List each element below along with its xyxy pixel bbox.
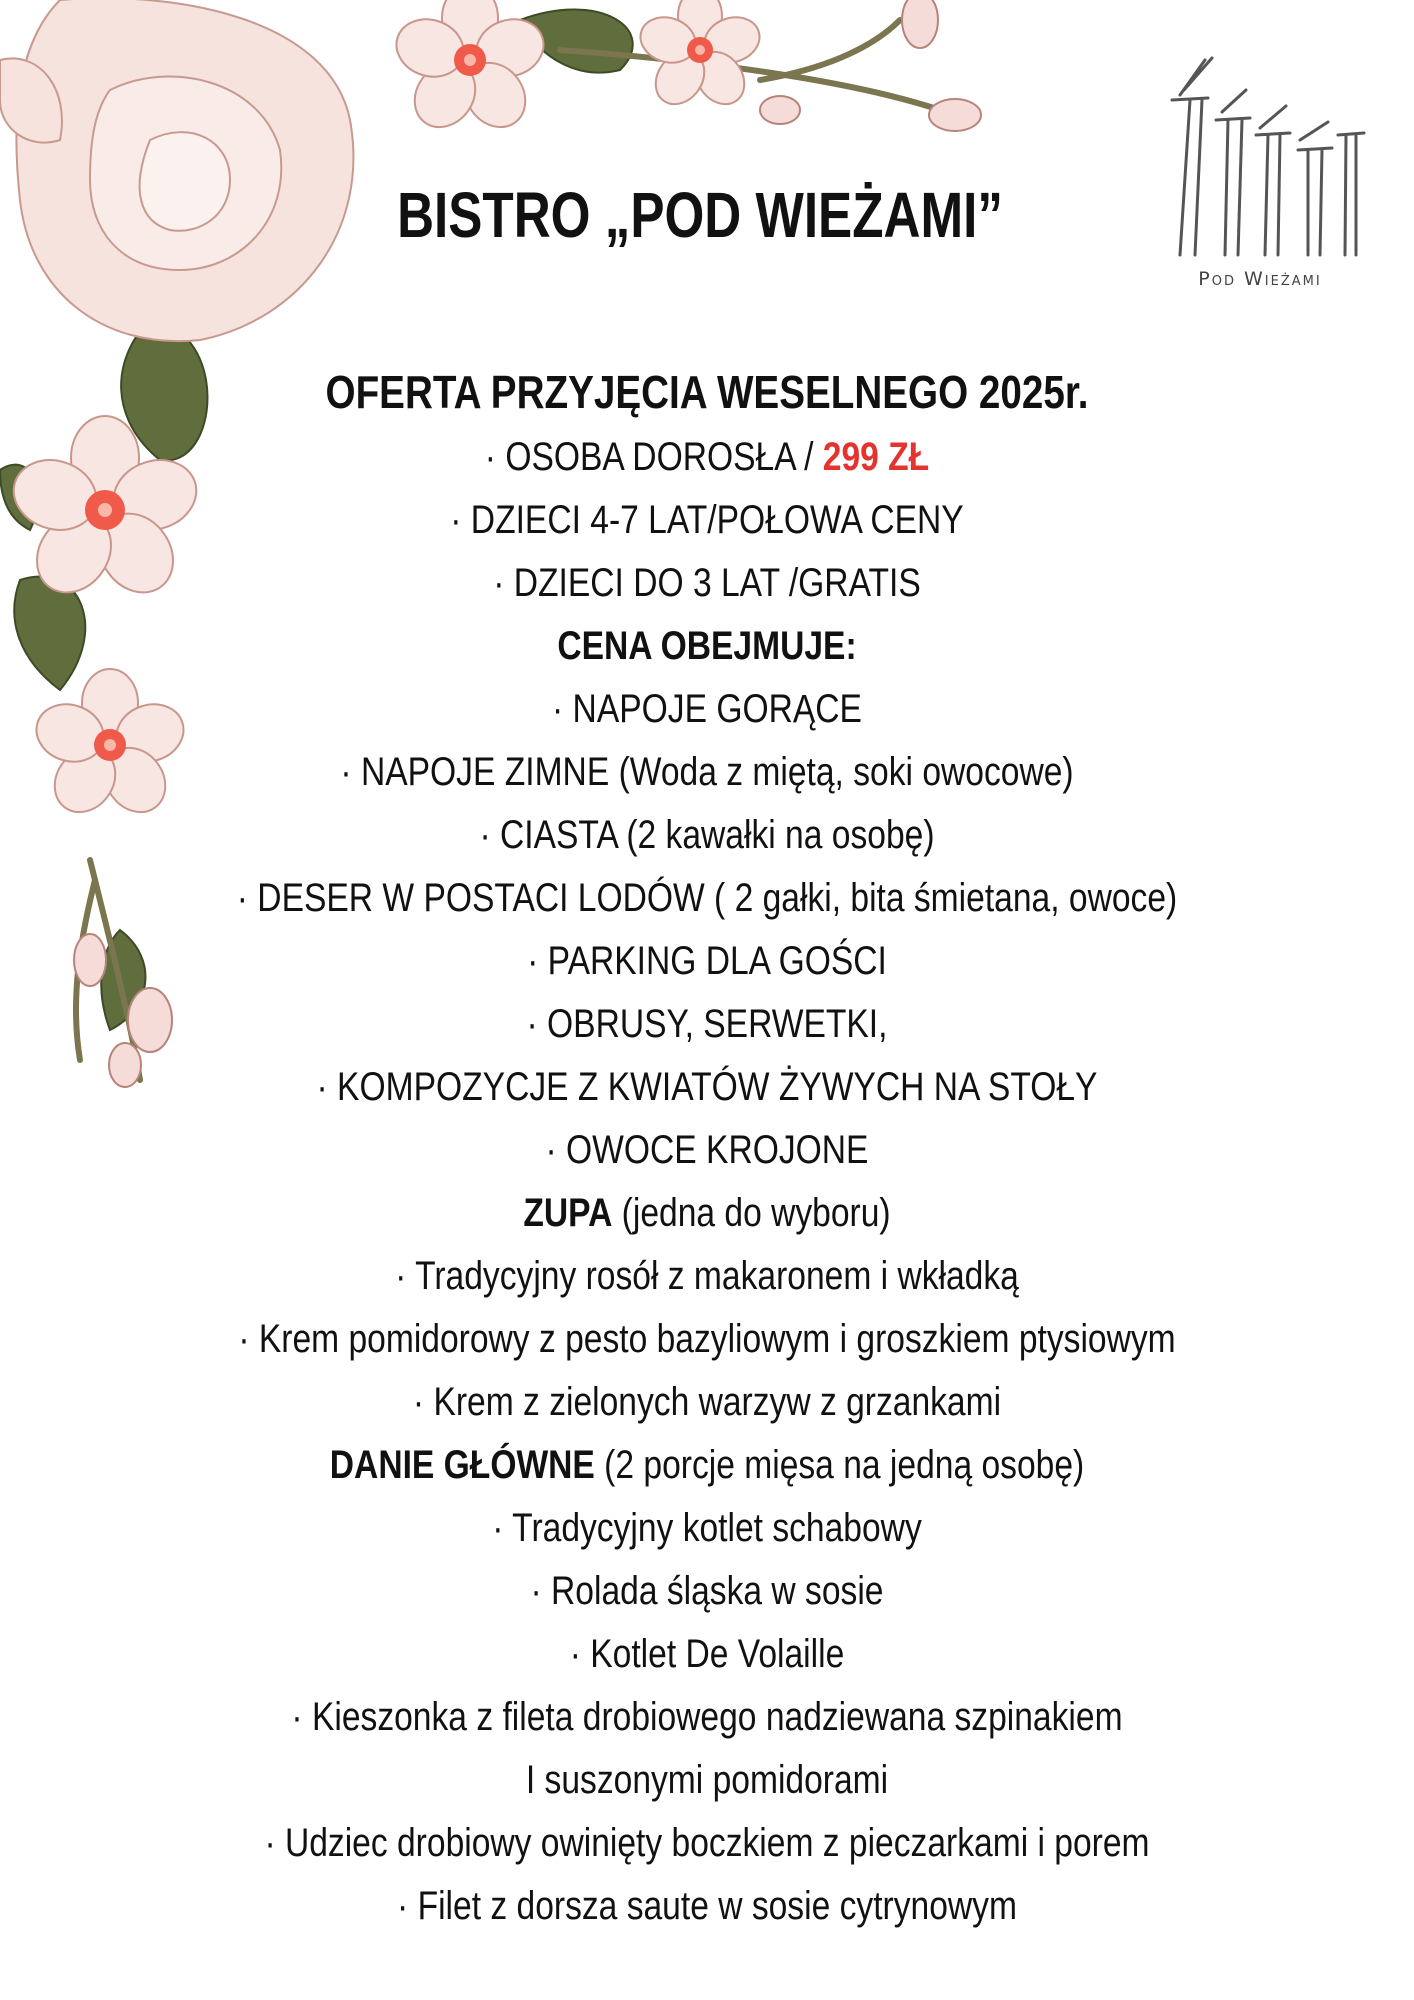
includes-heading: CENA OBEJMUJE: (557, 624, 857, 668)
main-course-item: · Udziec drobiowy owinięty boczkiem z pieczarkami i porem (264, 1821, 1150, 1865)
includes-item: · OBRUSY, SERWETKI, (526, 1002, 888, 1046)
main-course-item: · Kotlet De Volaille (569, 1632, 845, 1676)
blossom (389, 0, 551, 139)
blossom (635, 0, 766, 114)
adult-price-value: 299 ZŁ (822, 435, 930, 479)
main-course-heading (197, 1434, 1217, 1497)
soup-heading-bold: ZUPA (523, 1191, 613, 1235)
main-course-item: · Tradycyjny kotlet schabowy (492, 1506, 922, 1550)
adult-price-label: · OSOBA DOROSŁA / (484, 435, 823, 479)
kids-4-7-line: · DZIECI 4-7 LAT/POŁOWA CENY (450, 498, 964, 542)
kids-3-line: · DZIECI DO 3 LAT /GRATIS (493, 561, 921, 605)
includes-item: · OWOCE KROJONE (545, 1128, 869, 1172)
main-course-item: · Filet z dorsza saute w sosie cytrynowym (397, 1884, 1017, 1928)
includes-item: · DESER W POSTACI LODÓW ( 2 gałki, bita śmietana, owoce) (236, 876, 1178, 920)
peony-flower (0, 0, 353, 341)
main-course-heading-bold: DANIE GŁÓWNE (329, 1443, 595, 1487)
pod-wiezami-logo (1150, 40, 1370, 310)
logo-caption: Pod Wieżami (1198, 268, 1322, 290)
main-course-item: · Rolada śląska w sosie (530, 1569, 884, 1613)
page-title: BISTRO „POD WIEŻAMI” (397, 179, 1003, 251)
main-course-item: · Kieszonka z fileta drobiowego nadziewana szpinakiem (291, 1695, 1123, 1739)
includes-item: · CIASTA (2 kawałki na osobę) (479, 813, 935, 857)
towers-logo-icon (1150, 40, 1370, 260)
offer-heading: OFERTA PRZYJĘCIA WESELNEGO 2025r. (325, 366, 1089, 418)
includes-item: · KOMPOZYCJE Z KWIATÓW ŻYWYCH NA STOŁY (316, 1065, 1098, 1109)
soup-heading-note: (jedna do wyboru) (612, 1191, 891, 1235)
includes-item: · PARKING DLA GOŚCI (527, 939, 887, 983)
menu-body (100, 358, 1314, 1938)
soup-item: · Tradycyjny rosół z makaronem i wkładką (395, 1254, 1019, 1298)
soup-item: · Krem z zielonych warzyw z grzankami (412, 1380, 1002, 1424)
soup-item: · Krem pomidorowy z pesto bazyliowym i groszkiem ptysiowym (238, 1317, 1176, 1361)
adult-price-line (197, 426, 1217, 489)
includes-item: · NAPOJE GORĄCE (552, 687, 862, 731)
main-course-heading-note: (2 porcje mięsa na jedną osobę) (594, 1443, 1085, 1487)
includes-item: · NAPOJE ZIMNE (Woda z miętą, soki owocowe) (340, 750, 1074, 794)
soup-heading (197, 1182, 1217, 1245)
main-course-item: I suszonymi pomidorami (525, 1758, 889, 1802)
